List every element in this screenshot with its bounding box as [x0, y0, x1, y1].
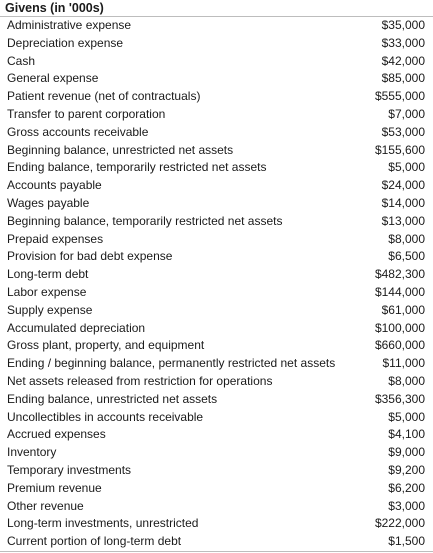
table-row: [0, 320, 433, 338]
row-label: Depreciation expense: [7, 35, 124, 50]
row-value: $42,000: [381, 53, 425, 68]
row-label: Gross plant, property, and equipment: [7, 338, 205, 353]
row-value: $7,000: [388, 106, 425, 121]
row-label: Ending / beginning balance, permanently restricted net assets: [7, 356, 336, 371]
row-value: $155,600: [374, 142, 425, 157]
row-value: $8,000: [388, 231, 425, 246]
table-row: [0, 248, 433, 266]
table-row: [0, 70, 433, 88]
table-row: [0, 88, 433, 106]
row-value: $482,300: [374, 267, 425, 282]
row-label: Long-term investments, unrestricted: [7, 516, 199, 531]
table-row: [0, 159, 433, 177]
row-value: $33,000: [381, 35, 425, 50]
table-row: [0, 124, 433, 142]
table-row: [0, 444, 433, 462]
row-value: $1,500: [388, 534, 425, 549]
row-value: $24,000: [381, 178, 425, 193]
table-row: [0, 373, 433, 391]
row-value: $8,000: [388, 373, 425, 388]
table-row: [0, 231, 433, 249]
row-label: Ending balance, temporarily restricted net assets: [7, 160, 267, 175]
row-label: Patient revenue (net of contractuals): [7, 89, 201, 104]
row-label: Uncollectibles in accounts receivable: [7, 409, 204, 424]
row-label: Labor expense: [7, 284, 87, 299]
table-row: [0, 284, 433, 302]
row-label: General expense: [7, 71, 99, 86]
row-label: Ending balance, unrestricted net assets: [7, 391, 218, 406]
row-value: $100,000: [374, 320, 425, 335]
table-row: [0, 462, 433, 480]
row-label: Transfer to parent corporation: [7, 106, 166, 121]
row-value: $5,000: [388, 409, 425, 424]
row-label: Long-term debt: [7, 267, 89, 282]
table-row: [0, 17, 433, 35]
row-label: Inventory: [7, 445, 57, 460]
row-label: Temporary investments: [7, 462, 132, 477]
row-value: $11,000: [382, 356, 425, 371]
row-label: Cash: [7, 53, 36, 68]
row-value: $555,000: [374, 89, 425, 104]
row-label: Current portion of long-term debt: [7, 534, 182, 549]
row-label: Other revenue: [7, 498, 84, 513]
table-row: [0, 302, 433, 320]
row-value: $6,200: [388, 480, 425, 495]
row-value: $85,000: [381, 71, 425, 86]
table-row: [0, 195, 433, 213]
row-label: Provision for bad debt expense: [7, 249, 173, 264]
table-row: [0, 53, 433, 71]
row-value: $9,000: [388, 445, 425, 460]
table-row: [0, 266, 433, 284]
table-title: Givens (in '000s): [5, 1, 104, 15]
table-row: [0, 142, 433, 160]
table-row: [0, 498, 433, 516]
row-value: $35,000: [381, 18, 425, 32]
row-value: $222,000: [374, 516, 425, 531]
row-value: $4,100: [388, 427, 425, 442]
row-value: $660,000: [374, 338, 425, 353]
row-value: $61,000: [381, 302, 425, 317]
table-row: [0, 533, 433, 551]
row-value: $144,000: [374, 284, 425, 299]
row-value: $14,000: [381, 195, 425, 210]
table-row: [0, 106, 433, 124]
row-label: Accounts payable: [7, 178, 102, 193]
row-value: $13,000: [381, 213, 425, 228]
row-label: Supply expense: [7, 302, 93, 317]
table-row: [0, 213, 433, 231]
row-label: Prepaid expenses: [7, 231, 104, 246]
row-value: $3,000: [388, 498, 425, 513]
row-label: Premium revenue: [7, 480, 102, 495]
table-row: [0, 355, 433, 373]
table-row: [0, 35, 433, 53]
table-row: [0, 480, 433, 498]
row-value: $5,000: [388, 160, 425, 175]
row-value: $6,500: [388, 249, 425, 264]
row-label: Beginning balance, temporarily restricted net assets: [7, 213, 283, 228]
row-value: $9,200: [388, 462, 425, 477]
table-bottom-rule: [0, 551, 433, 552]
row-label: Wages payable: [7, 195, 90, 210]
table-row: [0, 177, 433, 195]
row-label: Gross accounts receivable: [7, 124, 149, 139]
table-row: [0, 337, 433, 355]
row-label: Administrative expense: [7, 18, 132, 32]
table-row: [0, 426, 433, 444]
row-value: $356,300: [374, 391, 425, 406]
table-row: [0, 409, 433, 427]
row-label: Accumulated depreciation: [7, 320, 146, 335]
row-label: Beginning balance, unrestricted net assets: [7, 142, 234, 157]
table-row: [0, 391, 433, 409]
table-row: [0, 515, 433, 533]
row-label: Net assets released from restriction for operations: [7, 373, 273, 388]
row-label: Accrued expenses: [7, 427, 106, 442]
table-body: [0, 17, 433, 551]
row-value: $53,000: [381, 124, 425, 139]
